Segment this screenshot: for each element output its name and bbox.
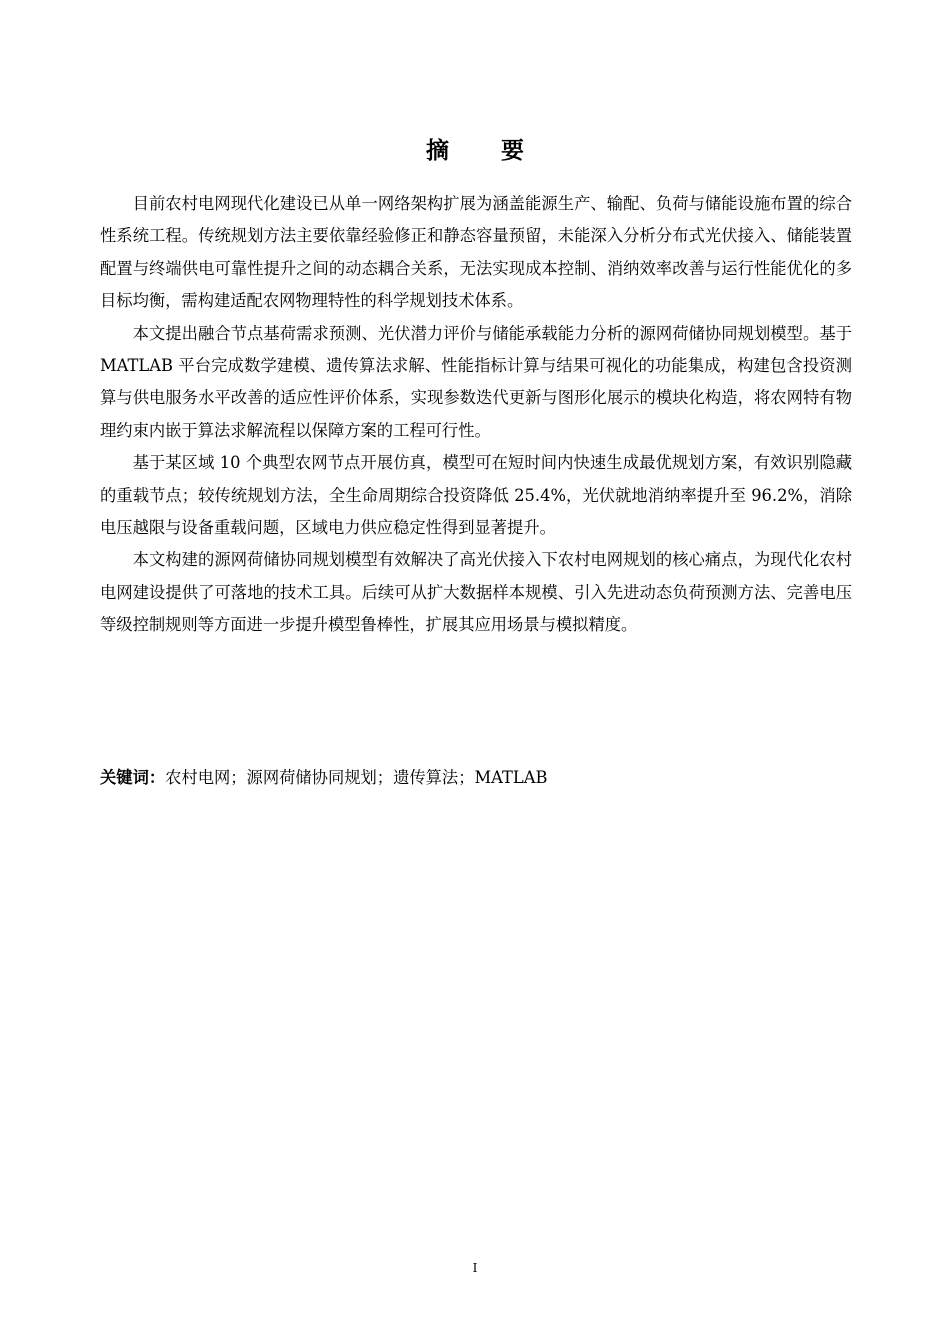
keywords-value: 农村电网；源网荷储协同规划；遗传算法；MATLAB: [165, 768, 548, 787]
abstract-title: 摘 要: [425, 138, 546, 164]
abstract-paragraph-4: 本文构建的源网荷储协同规划模型有效解决了高光伏接入下农村电网规划的核心痛点，为现代化农村电网建设提供了可落地的技术工具。后续可从扩大数据样本规模、引入先进动态负荷预测方法、完善电压等级控制规则等方面进一步提升模型鲁棒性，扩展其应用场景与模拟精度。: [100, 550, 852, 635]
keywords-label: 关键词：: [100, 768, 166, 787]
abstract-paragraph-2: 本文提出融合节点基荷需求预测、光伏潜力评价与储能承载能力分析的源网荷储协同规划模型。基于 MATLAB 平台完成数学建模、遗传算法求解、性能指标计算与结果可视化的功能集成，构建包含投资测算与供电服务水平改善的适应性评价体系，实现参数迭代更新与图形化展示的模块化构造，将农网特有物理约束内嵌于算法求解流程以保障方案的工程可行性。: [100, 323, 852, 440]
abstract-paragraph-1: 目前农村电网现代化建设已从单一网络架构扩展为涵盖能源生产、输配、负荷与储能设施布置的综合性系统工程。传统规划方法主要依靠经验修正和静态容量预留，未能深入分析分布式光伏接入、储能装置配置与终端供电可靠性提升之间的动态耦合关系，无法实现成本控制、消纳效率改善与运行性能优化的多目标均衡，需构建适配农网物理特性的科学规划技术体系。: [100, 194, 852, 311]
keywords-line: [100, 762, 852, 794]
abstract-body: [100, 188, 852, 642]
abstract-paragraph-3: 基于某区域 10 个典型农网节点开展仿真，模型可在短时间内快速生成最优规划方案，有效识别隐藏的重载节点；较传统规划方法，全生命周期综合投资降低 25.4%，光伏就地消纳率提升至 96.2%，消除电压越限与设备重载问题，区域电力供应稳定性得到显著提升。: [100, 453, 852, 538]
page-number: I: [472, 1261, 478, 1275]
